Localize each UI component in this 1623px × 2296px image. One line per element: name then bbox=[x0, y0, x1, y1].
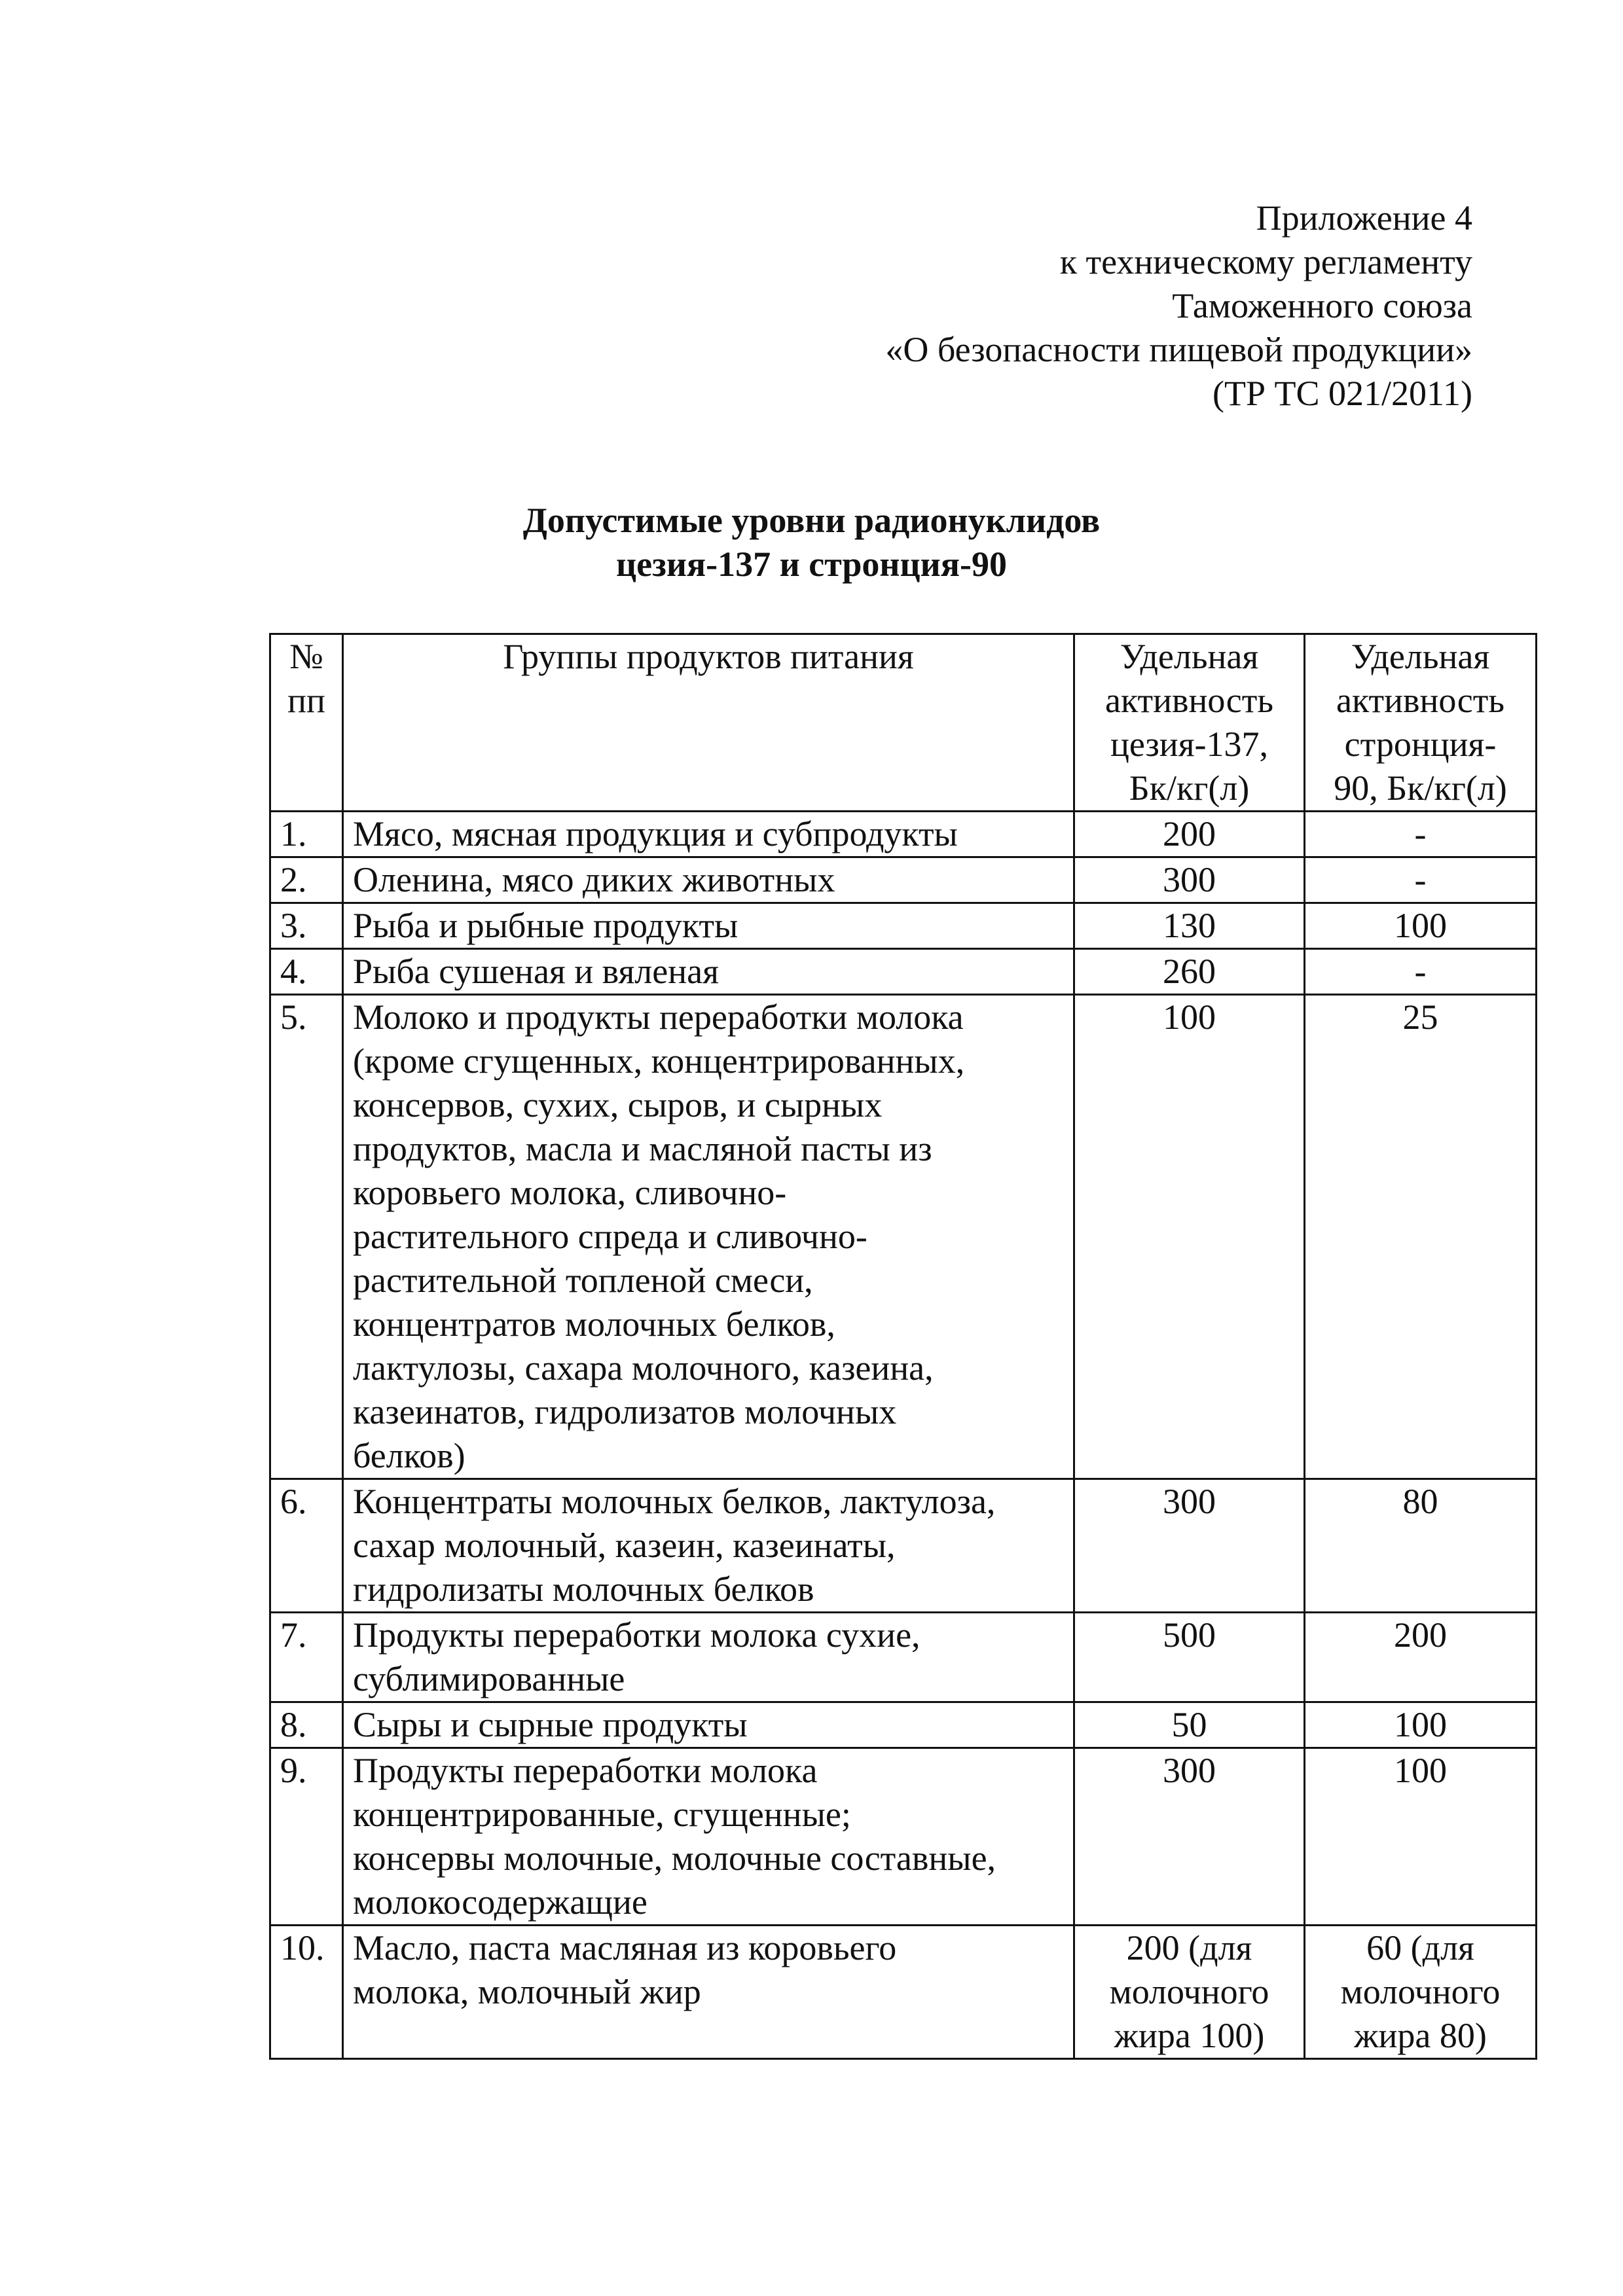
header-line: Бк/кг(л) bbox=[1129, 768, 1250, 808]
value-line: 100 bbox=[1394, 1705, 1447, 1744]
cesium-value bbox=[1074, 1702, 1305, 1748]
product-group-line: лактулозы, сахара молочного, казеина, bbox=[353, 1348, 934, 1388]
product-group-line: Мясо, мясная продукция и субпродукты bbox=[353, 814, 958, 853]
cesium-value bbox=[1074, 995, 1305, 1479]
product-group-line: Молоко и продукты переработки молока bbox=[353, 997, 964, 1037]
table-row bbox=[270, 1479, 1537, 1613]
strontium-value bbox=[1305, 1702, 1537, 1748]
product-group-cell bbox=[343, 1702, 1074, 1748]
appendix-header bbox=[885, 196, 1472, 416]
value-line: 25 bbox=[1402, 997, 1438, 1037]
header-line: цезия-137, bbox=[1110, 725, 1269, 764]
product-group-line: коровьего молока, сливочно- bbox=[353, 1173, 787, 1212]
row-number: 2. bbox=[270, 857, 343, 903]
table-row bbox=[270, 949, 1537, 995]
product-group-cell bbox=[343, 1926, 1074, 2059]
product-group-line: Рыба сушеная и вяленая bbox=[353, 952, 719, 991]
table-row bbox=[270, 1748, 1537, 1926]
cesium-value bbox=[1074, 903, 1305, 949]
table-row bbox=[270, 857, 1537, 903]
appendix-line: (ТР ТС 021/2011) bbox=[1213, 374, 1472, 413]
header-line: стронция- bbox=[1344, 725, 1497, 764]
value-line: молочного bbox=[1340, 1972, 1501, 2011]
appendix-line: Приложение 4 bbox=[1256, 198, 1472, 238]
table-header-row bbox=[270, 634, 1537, 812]
value-line: - bbox=[1414, 860, 1427, 899]
product-group-line: консервы молочные, молочные составные, bbox=[353, 1839, 996, 1878]
strontium-value bbox=[1305, 1613, 1537, 1702]
product-group-cell bbox=[343, 995, 1074, 1479]
row-number: 1. bbox=[270, 812, 343, 857]
row-number: 3. bbox=[270, 903, 343, 949]
table-row bbox=[270, 995, 1537, 1479]
product-group-line: Продукты переработки молока bbox=[353, 1751, 818, 1790]
product-group-cell bbox=[343, 1748, 1074, 1926]
product-group-line: продуктов, масла и масляной пасты из bbox=[353, 1129, 932, 1168]
product-group-line: сублимированные bbox=[353, 1659, 625, 1698]
table-row bbox=[270, 903, 1537, 949]
cesium-value bbox=[1074, 1613, 1305, 1702]
value-line: - bbox=[1414, 814, 1427, 853]
product-group-line: казеинатов, гидролизатов молочных bbox=[353, 1392, 897, 1431]
appendix-line: «О безопасности пищевой продукции» bbox=[885, 330, 1472, 369]
header-number bbox=[270, 634, 343, 812]
strontium-value bbox=[1305, 857, 1537, 903]
table-row bbox=[270, 812, 1537, 857]
product-group-line: Масло, паста масляная из коровьего bbox=[353, 1928, 897, 1967]
cesium-value bbox=[1074, 1748, 1305, 1926]
product-group-line: Сыры и сырные продукты bbox=[353, 1705, 748, 1744]
header-strontium-90 bbox=[1305, 634, 1537, 812]
value-line: 100 bbox=[1394, 906, 1447, 945]
document-title bbox=[0, 499, 1623, 586]
value-line: 300 bbox=[1163, 1482, 1216, 1521]
header-line: активность bbox=[1336, 681, 1504, 720]
header-line: № bbox=[289, 637, 323, 676]
product-group-line: молока, молочный жир bbox=[353, 1972, 701, 2011]
product-group-line: сахар молочный, казеин, казеинаты, bbox=[353, 1526, 896, 1565]
product-group-cell bbox=[343, 903, 1074, 949]
header-line: активность bbox=[1105, 681, 1273, 720]
header-product-group bbox=[343, 634, 1074, 812]
strontium-value bbox=[1305, 1479, 1537, 1613]
header-line: пп bbox=[287, 681, 325, 720]
value-line: 50 bbox=[1171, 1705, 1207, 1744]
header-line: 90, Бк/кг(л) bbox=[1334, 768, 1507, 808]
cesium-value bbox=[1074, 1479, 1305, 1613]
product-group-line: Оленина, мясо диких животных bbox=[353, 860, 835, 899]
product-group-line: растительного спреда и сливочно- bbox=[353, 1217, 867, 1256]
product-group-cell bbox=[343, 812, 1074, 857]
cesium-value bbox=[1074, 857, 1305, 903]
header-cesium-137 bbox=[1074, 634, 1305, 812]
table-row bbox=[270, 1702, 1537, 1748]
title-line: цезия-137 и стронция-90 bbox=[616, 545, 1007, 584]
product-group-cell bbox=[343, 857, 1074, 903]
product-group-line: Рыба и рыбные продукты bbox=[353, 906, 739, 945]
product-group-cell bbox=[343, 949, 1074, 995]
value-line: 300 bbox=[1163, 860, 1216, 899]
value-line: - bbox=[1414, 952, 1427, 991]
strontium-value bbox=[1305, 949, 1537, 995]
strontium-value bbox=[1305, 903, 1537, 949]
header-line: Удельная bbox=[1351, 637, 1490, 676]
table-row bbox=[270, 1926, 1537, 2059]
value-line: 300 bbox=[1163, 1751, 1216, 1790]
strontium-value bbox=[1305, 1748, 1537, 1926]
strontium-value bbox=[1305, 1926, 1537, 2059]
product-group-line: концентратов молочных белков, bbox=[353, 1304, 835, 1344]
row-number: 8. bbox=[270, 1702, 343, 1748]
appendix-line: к техническому регламенту bbox=[1059, 242, 1472, 281]
title-line: Допустимые уровни радионуклидов bbox=[522, 501, 1101, 540]
product-group-line: белков) bbox=[353, 1436, 465, 1475]
value-line: жира 100) bbox=[1114, 2016, 1265, 2055]
value-line: 200 bbox=[1394, 1615, 1447, 1655]
header-line: Удельная bbox=[1120, 637, 1259, 676]
product-group-line: молокосодержащие bbox=[353, 1882, 647, 1922]
value-line: 200 bbox=[1163, 814, 1216, 853]
cesium-value bbox=[1074, 812, 1305, 857]
value-line: 80 bbox=[1402, 1482, 1438, 1521]
value-line: молочного bbox=[1109, 1972, 1269, 2011]
product-group-line: консервов, сухих, сыров, и сырных bbox=[353, 1085, 883, 1124]
product-group-line: растительной топленой смеси, bbox=[353, 1261, 813, 1300]
product-group-cell bbox=[343, 1479, 1074, 1613]
product-group-line: гидролизаты молочных белков bbox=[353, 1570, 814, 1609]
strontium-value bbox=[1305, 995, 1537, 1479]
row-number: 6. bbox=[270, 1479, 343, 1613]
value-line: 130 bbox=[1163, 906, 1216, 945]
value-line: 100 bbox=[1163, 997, 1216, 1037]
product-group-line: Продукты переработки молока сухие, bbox=[353, 1615, 921, 1655]
value-line: жира 80) bbox=[1354, 2016, 1487, 2055]
row-number: 9. bbox=[270, 1748, 343, 1926]
product-group-line: (кроме сгущенных, концентрированных, bbox=[353, 1041, 965, 1081]
row-number: 10. bbox=[270, 1926, 343, 2059]
value-line: 100 bbox=[1394, 1751, 1447, 1790]
product-group-cell bbox=[343, 1613, 1074, 1702]
header-line: Группы продуктов питания bbox=[503, 637, 914, 676]
row-number: 7. bbox=[270, 1613, 343, 1702]
row-number: 4. bbox=[270, 949, 343, 995]
value-line: 200 (для bbox=[1126, 1928, 1252, 1967]
product-group-line: концентрированные, сгущенные; bbox=[353, 1795, 851, 1834]
radionuclide-levels-table bbox=[269, 633, 1537, 2060]
strontium-value bbox=[1305, 812, 1537, 857]
table-row bbox=[270, 1613, 1537, 1702]
cesium-value bbox=[1074, 949, 1305, 995]
value-line: 500 bbox=[1163, 1615, 1216, 1655]
row-number: 5. bbox=[270, 995, 343, 1479]
product-group-line: Концентраты молочных белков, лактулоза, bbox=[353, 1482, 996, 1521]
value-line: 260 bbox=[1163, 952, 1216, 991]
value-line: 60 (для bbox=[1366, 1928, 1474, 1967]
appendix-line: Таможенного союза bbox=[1172, 286, 1472, 325]
cesium-value bbox=[1074, 1926, 1305, 2059]
